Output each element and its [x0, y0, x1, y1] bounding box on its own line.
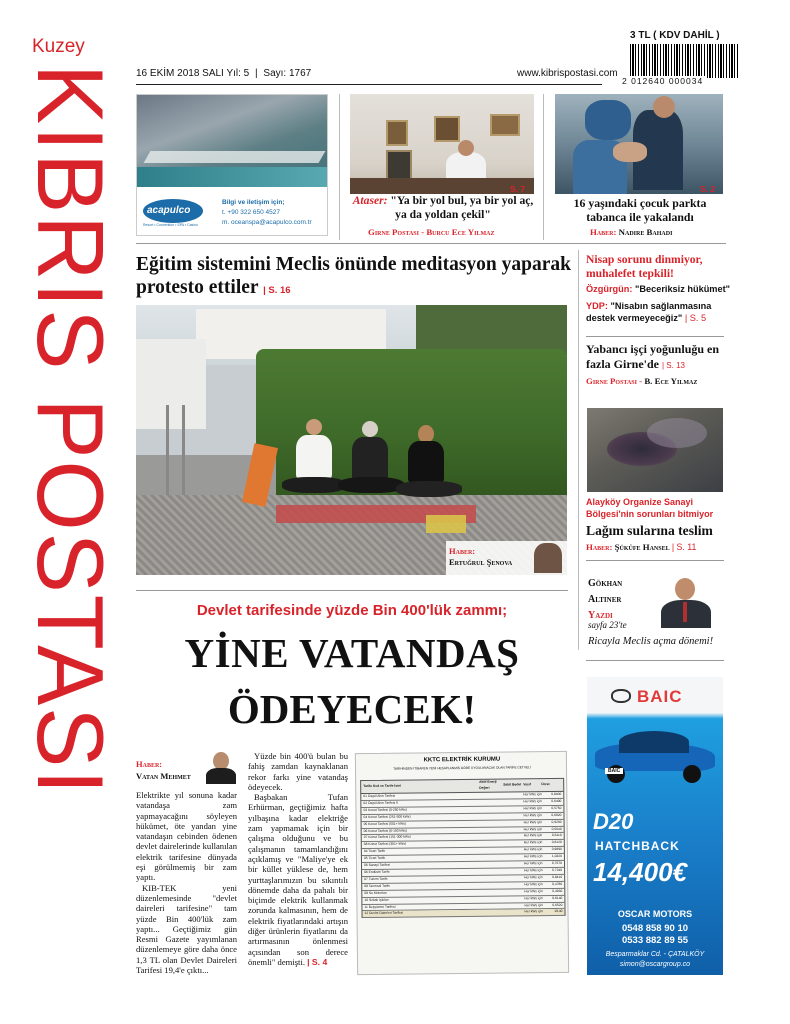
tariff-row-name: 12 Devlet Daireleri Tarifesi [364, 911, 403, 916]
barcode-number: 2 012640 000034 [622, 76, 704, 86]
tariff-row-price: 0,9890 [551, 847, 562, 852]
tariff-row-name: 08 Tarımsal Tarife [364, 883, 391, 888]
tariff-head-fixed: Sabit Bedel [503, 782, 522, 787]
tariff-row-name: 09 Su Motorları [364, 890, 387, 895]
lead-col2-p2-wrap [248, 792, 348, 967]
issue-date: 16 EKİM 2018 [136, 68, 200, 79]
tariff-row-price: 0,6140 [552, 895, 563, 900]
main-headline-text: Eğitim sistemini Meclis önünde meditasyon yaparak protesto ettiler [136, 254, 571, 298]
tariff-row-unit: Her kWs için [523, 799, 542, 804]
lead-credit [136, 758, 191, 782]
ad-email[interactable]: simon@oscargroup.co [619, 961, 691, 968]
gun-page-ref[interactable]: S. 2 [700, 184, 716, 194]
tariff-row-unit: Her kWs için [523, 826, 543, 831]
tariff-row-unit: Her kWs için [524, 888, 543, 894]
masthead-kuzey: Kuzey [32, 36, 85, 57]
tariff-row-price: 0,9200 [551, 819, 562, 824]
nisap-page-ref[interactable]: | S. 5 [684, 313, 707, 323]
tariff-head-price: Ücret [541, 782, 550, 787]
yabanci-credit [586, 376, 697, 386]
credit-outlet: Girne Postası [368, 227, 419, 237]
columnist-label: Yazdı [588, 610, 613, 621]
sewage-photo[interactable] [587, 408, 723, 492]
acapulco-email: m. oceanspa@acapulco.com.tr [222, 219, 312, 226]
tariff-row-unit: Her kWs için [524, 868, 543, 873]
alaykoy-headline[interactable]: Lağım sularına teslim [586, 523, 713, 538]
tariff-row-price: 0,6520 [552, 902, 563, 907]
lead-col2-p2: Başbakan Tufan Erhürman, geçtiğimiz hafta yılbaşına kadar elektriğe zam yapmamak için bir çalışma olduğunu ve bu çalışmanın tamamlandığını açıklamış ve "Maliye'ye ek bir küllet yüklese de, hem yurttaşlarımızın bu sıkıntılı dönemde daha da pahalı bir biçimde elektrik kullanmak zorunda kalmasının, hem de elektrik fiyatlarındaki artışın diğer ürünlerin fiyatlarını da artırmasının önlenmesi açısından son derece önemli" demişti. [248, 792, 348, 967]
issue-info-bar: 16 EKİM 2018 SALI Yıl: 5 | Sayı: 1767 [136, 68, 312, 79]
tariff-row-price: 0,5040 [551, 826, 562, 831]
credit-label: Haber: [586, 542, 613, 552]
tariff-row-price: 0,8120 [551, 840, 562, 845]
yabanci-page-ref[interactable]: | S. 13 [661, 361, 685, 370]
website-link[interactable]: www.kibrispostasi.com [517, 68, 618, 79]
ad-model: D20 [593, 809, 634, 834]
nisap-headline[interactable]: Nisap sorunu dinmiyor, muhalefet tepkili! [586, 253, 703, 280]
tariff-row-name: 05 Ticari Tarife [363, 855, 386, 861]
tariff-row-name: 06 Sanayi Tarifesi [363, 862, 391, 868]
ataser-quote-text: "Ya bir yol bul, ya bir yol aç, ya da yoldan çekil" [390, 194, 534, 221]
nisap-line2-label: YDP: [586, 301, 608, 311]
main-credit [449, 546, 512, 568]
tariff-head-unit: Vasıf [523, 782, 531, 787]
credit-label: Haber: [136, 759, 163, 769]
tariff-title: KKTC ELEKTRİK KURUMU [423, 756, 501, 764]
tariff-subtitle: TARİHİNDEN İTİBAREN YENİ HESAPLANMIŞ GÖRE UYGULANACAK OLAN TARİFE CETVELİ [393, 765, 531, 771]
tariff-row [362, 909, 566, 918]
baic-logo-icon [611, 689, 631, 703]
tariff-row-name: 07 Turizm Tarife [364, 876, 388, 881]
columnist-name[interactable] [588, 576, 622, 624]
baic-car-ad[interactable] [587, 677, 723, 975]
lead-headline-line1[interactable]: YİNE VATANDAŞ [184, 630, 520, 676]
credit-label: Haber: [590, 227, 617, 237]
tariff-row-price: 0,7240 [551, 867, 563, 873]
acapulco-logo-sub: Resort • Convention • SPA • Casino [143, 223, 198, 227]
lead-headline-line2[interactable]: ÖDEYECEK! [227, 686, 477, 732]
gun-credit [590, 227, 672, 237]
tariff-row-price: 0,5750 [551, 805, 562, 810]
lead-col1-p2: KIB-TEK yeni düzenlemesinde "devlet daireleri tarifesine" tam yüzde Bin 400'lük zam yaptı... Geçtiğimiz gün Resmi Gazete yayımlanan düzenlemeye göre daha önce 1,3 TL olan Devlet Daireleri Tarifesi 19,4'e çıktı... [136, 882, 237, 976]
columnist-page-ref[interactable]: sayfa 23'te [588, 620, 627, 630]
tariff-row-name: 06 Endüstri Tarife [364, 869, 390, 874]
acapulco-info-title: Bilgi ve iletişim için; [222, 199, 285, 206]
alaykoy-credit [586, 542, 696, 552]
tariff-row-unit: Her kWs için [524, 875, 543, 880]
alaykoy-kicker: Alayköy Organize Sanayi Bölgesi'nin sorunları bitmiyor [586, 497, 714, 519]
tariff-row-name: 05 Konut Tarifesi (501+ kWs) [363, 821, 406, 826]
columnist-avatar [655, 572, 723, 628]
tariff-row-price: 0,8400 [551, 791, 562, 797]
nisap-line2 [586, 300, 726, 324]
price-label: 3 TL ( KDV DAHİL ) [630, 30, 720, 41]
baic-brand: BAIC [637, 687, 683, 706]
issue-number: Sayı: 1767 [263, 68, 312, 79]
lead-page-ref[interactable]: | S. 4 [307, 956, 328, 967]
tariff-row-price: 0,4930 [552, 888, 563, 893]
ataser-credit [368, 227, 494, 237]
tariff-row-name: 04 Konut Tarifesi (251-500 kWs) [363, 814, 411, 819]
credit-author: Burcu Ece Yılmaz [426, 227, 495, 237]
tariff-row-name: 03 Konut Tarifesi (0-250 kWs) [363, 807, 407, 812]
columnist-teaser[interactable]: Ricayla Meclis açma dönemi! [588, 636, 714, 647]
nisap-line1-text: "Beceriksiz hükümet" [635, 284, 731, 294]
tariff-row-name: 07 Konut Tarifesi (151-300 kWs) [363, 834, 411, 840]
tariff-head-name: Tarife Kod ve Tarife İsmi [363, 783, 402, 789]
issue-year: Yıl: 5 [226, 68, 250, 79]
tariff-row-name: 01 Özgül Alım Tarifesi [363, 793, 396, 799]
columnist-first-name: Gökhan [588, 578, 623, 589]
tariff-row-unit: Her kWs için [523, 854, 543, 859]
credit-author: Ertuğrul Şenova [449, 557, 513, 567]
meditation-protest-photo[interactable] [136, 305, 567, 575]
tariff-table [360, 778, 565, 918]
barcode [630, 44, 738, 78]
tariff-row-unit: Her kWs için [523, 861, 543, 866]
plate: BAIC [605, 768, 623, 774]
nisap-line2-text: "Nisabın sağlanmasına destek vermeyeceğiz" [586, 301, 712, 323]
tariff-row-price: 1,0320 [551, 854, 562, 859]
acapulco-phone: t. +90 322 650 4527 [222, 209, 281, 216]
tariff-document[interactable] [355, 751, 569, 975]
spa-pool-photo [137, 95, 328, 187]
credit-author: Şükûfe Hansel [614, 542, 670, 552]
alaykoy-page-ref[interactable]: | S. 11 [671, 542, 697, 552]
gun-arrest-photo[interactable] [555, 94, 723, 194]
tariff-row-unit: Her kWs için [523, 819, 543, 824]
lead-col1-p1: Elektrikte yıl sonuna kadar vatandaşa zam yapmayacağını söyleyen hükümet, öte yandan yine vatandaşın cebinden ödenen devlet dairelerinde kullanılan elektrik tarifesine dünyada eşi görülmemiş bir zam yaptı. [136, 790, 237, 883]
tariff-row-price: 0,6920 [551, 812, 562, 817]
tariff-row-unit: Her kWs için [523, 805, 542, 811]
gun-headline[interactable]: 16 yaşındaki çocuk parkta tabanca ile yakalandı [573, 196, 707, 224]
masthead-title: KIBRIS POSTASI [18, 64, 123, 797]
main-headline[interactable] [136, 253, 576, 302]
credit-sep: - [418, 227, 427, 237]
tariff-row-price: 0,6400 [551, 798, 562, 803]
tariff-row-unit: Her kWs için [523, 840, 543, 845]
tariff-row-price: 0,6110 [551, 833, 562, 838]
lead-column-1 [136, 790, 237, 975]
columnist-last-name: Altıner [588, 594, 622, 605]
lead-kicker: Devlet tarifesinde yüzde Bin 400'lük zammı; [196, 602, 508, 619]
credit-author: Vatan Mehmet [136, 771, 191, 781]
lead-column-2 [248, 751, 348, 967]
tariff-row-price: 0,7670 [551, 861, 563, 866]
tariff-row-name: 10 Sokak Işıkları [364, 897, 389, 902]
acapulco-ad[interactable] [136, 94, 328, 236]
lead-col2-p1: Yüzde bin 400'ü bulan bu fahiş zamdan kaynaklanan rekor farkı yine vatandaş ödeyecek. [248, 751, 348, 792]
credit-outlet: Girne Postası [586, 376, 637, 386]
credit-sep: - [636, 376, 645, 386]
tariff-row-unit: Her kWs için [523, 792, 542, 797]
tariff-row-unit: Her kWs için [523, 847, 543, 852]
tariff-row-unit: Her kWs için [523, 812, 543, 818]
tariff-row-name: 08 Konut Tarifesi (301+ kWs) [363, 841, 407, 847]
credit-author: Nadire Bahadı [618, 227, 673, 237]
tariff-row-name: 04 Ticari Tarife [363, 849, 386, 854]
issue-day: SALI [202, 68, 224, 79]
tariff-row-price: 0,4780 [552, 881, 563, 886]
tariff-row-price: 0,8410 [552, 874, 563, 879]
tariff-row-unit: Her kWs için [524, 909, 544, 914]
nisap-line1-label: Özgürgün: [586, 284, 633, 294]
tariff-row-unit: Her kWs için [523, 833, 543, 838]
ad-phone1[interactable]: 0548 858 90 10 [621, 923, 689, 934]
nisap-line1 [586, 284, 730, 294]
yabanci-headline[interactable] [586, 342, 726, 373]
ad-dealer: OSCAR MOTORS [617, 909, 693, 919]
tariff-row-price: 19,40 [554, 909, 563, 914]
credit-author: B. Ece Yılmaz [644, 376, 698, 386]
credit-label: Haber: [449, 546, 476, 556]
ad-price: 14,400€ [593, 857, 687, 887]
main-page-ref[interactable]: | S. 16 [263, 285, 291, 296]
reporter-avatar [534, 543, 562, 573]
tariff-head-energy: Aktif Enerji Değeri [479, 779, 497, 790]
tariff-row-unit: Her kWs için [524, 902, 543, 907]
tariff-row-unit: Her kWs için [524, 895, 543, 900]
ad-phone2[interactable]: 0533 882 89 55 [621, 935, 689, 946]
ataser-name: Ataser: [352, 194, 388, 207]
yabanci-headline-text: Yabancı işçi yoğunluğu en fazla Girne'de [586, 342, 720, 371]
tariff-row-name: 11 Beşyüzme Tarifesi [364, 904, 396, 909]
tariff-row-name: 02 Özgül Alım Tarifesi II [363, 800, 398, 805]
ad-address: Besparmaklar Cd. - ÇATALKÖY [605, 951, 705, 958]
ataser-page-ref[interactable]: S. 7 [510, 184, 526, 194]
ataser-photo[interactable] [350, 94, 534, 194]
tariff-row-name: 06 Konut Tarifesi (0-150 kWs) [363, 828, 408, 833]
tariff-row-unit: Her kWs için [524, 881, 543, 887]
acapulco-logo-text: acapulco [147, 205, 191, 216]
reporter-avatar [204, 748, 238, 784]
ad-type: HATCHBACK [595, 839, 680, 853]
ataser-quote[interactable] [348, 194, 538, 221]
